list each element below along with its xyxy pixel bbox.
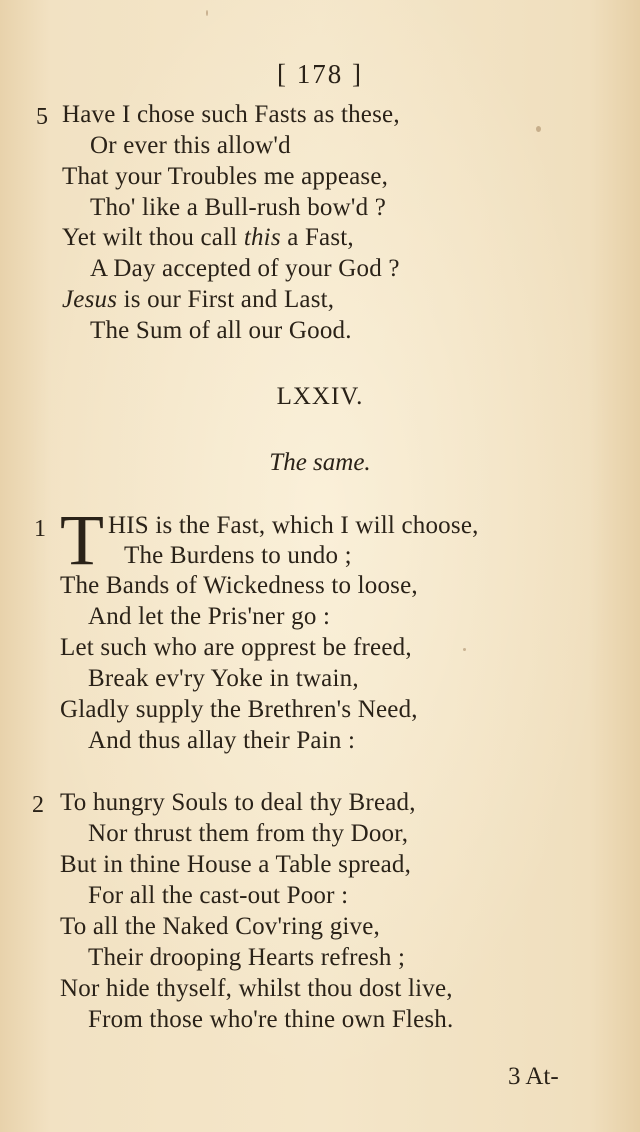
verse-line: The Bands of Wickedness to loose,: [60, 572, 418, 599]
verse-line: Let such who are opprest be freed,: [60, 634, 412, 661]
catchword: 3 At-: [508, 1063, 559, 1090]
drop-cap: T: [60, 500, 104, 580]
verse-line: Yet wilt thou call this a Fast,: [62, 224, 354, 251]
verse-line: To all the Naked Cov'ring give,: [60, 913, 380, 940]
paper-spot: [206, 10, 208, 16]
verse-line: From those who're thine own Flesh.: [88, 1006, 454, 1033]
verse-number: 5: [36, 104, 48, 130]
paper-spot: [536, 126, 541, 132]
verse-line: Their drooping Hearts refresh ;: [88, 944, 406, 971]
hymn-number: LXXIV.: [276, 383, 364, 410]
hymn-subtitle: The same.: [269, 449, 371, 476]
verse-line: That your Troubles me appease,: [62, 163, 389, 190]
verse-line: The Sum of all our Good.: [90, 317, 352, 344]
verse-line: And thus allay their Pain :: [88, 727, 356, 754]
verse-line: Or ever this allow'd: [90, 132, 291, 159]
verse-line: To hungry Souls to deal thy Bread,: [60, 789, 416, 816]
verse-line: For all the cast-out Poor :: [88, 882, 349, 909]
verse-line: HIS is the Fast, which I will choose,: [108, 512, 479, 539]
verse-line: A Day accepted of your God ?: [90, 255, 400, 282]
verse-number: 2: [32, 792, 44, 818]
verse-line: Have I chose such Fasts as these,: [62, 101, 400, 128]
verse-line: Break ev'ry Yoke in twain,: [88, 665, 359, 692]
verse-line: Jesus is our First and Last,: [62, 286, 335, 313]
verse-line: Gladly supply the Brethren's Need,: [60, 696, 418, 723]
verse-line: Tho' like a Bull-rush bow'd ?: [90, 194, 387, 221]
verse-line: And let the Pris'ner go :: [88, 603, 331, 630]
page-header: [ 178 ]: [277, 59, 363, 89]
paper-spot: [463, 648, 466, 651]
verse-line: The Burdens to undo ;: [124, 542, 352, 569]
verse-number: 1: [34, 516, 46, 542]
verse-line: Nor hide thyself, whilst thou dost live,: [60, 975, 453, 1002]
verse-line: But in thine House a Table spread,: [60, 851, 412, 878]
verse-line: Nor thrust them from thy Door,: [88, 820, 409, 847]
